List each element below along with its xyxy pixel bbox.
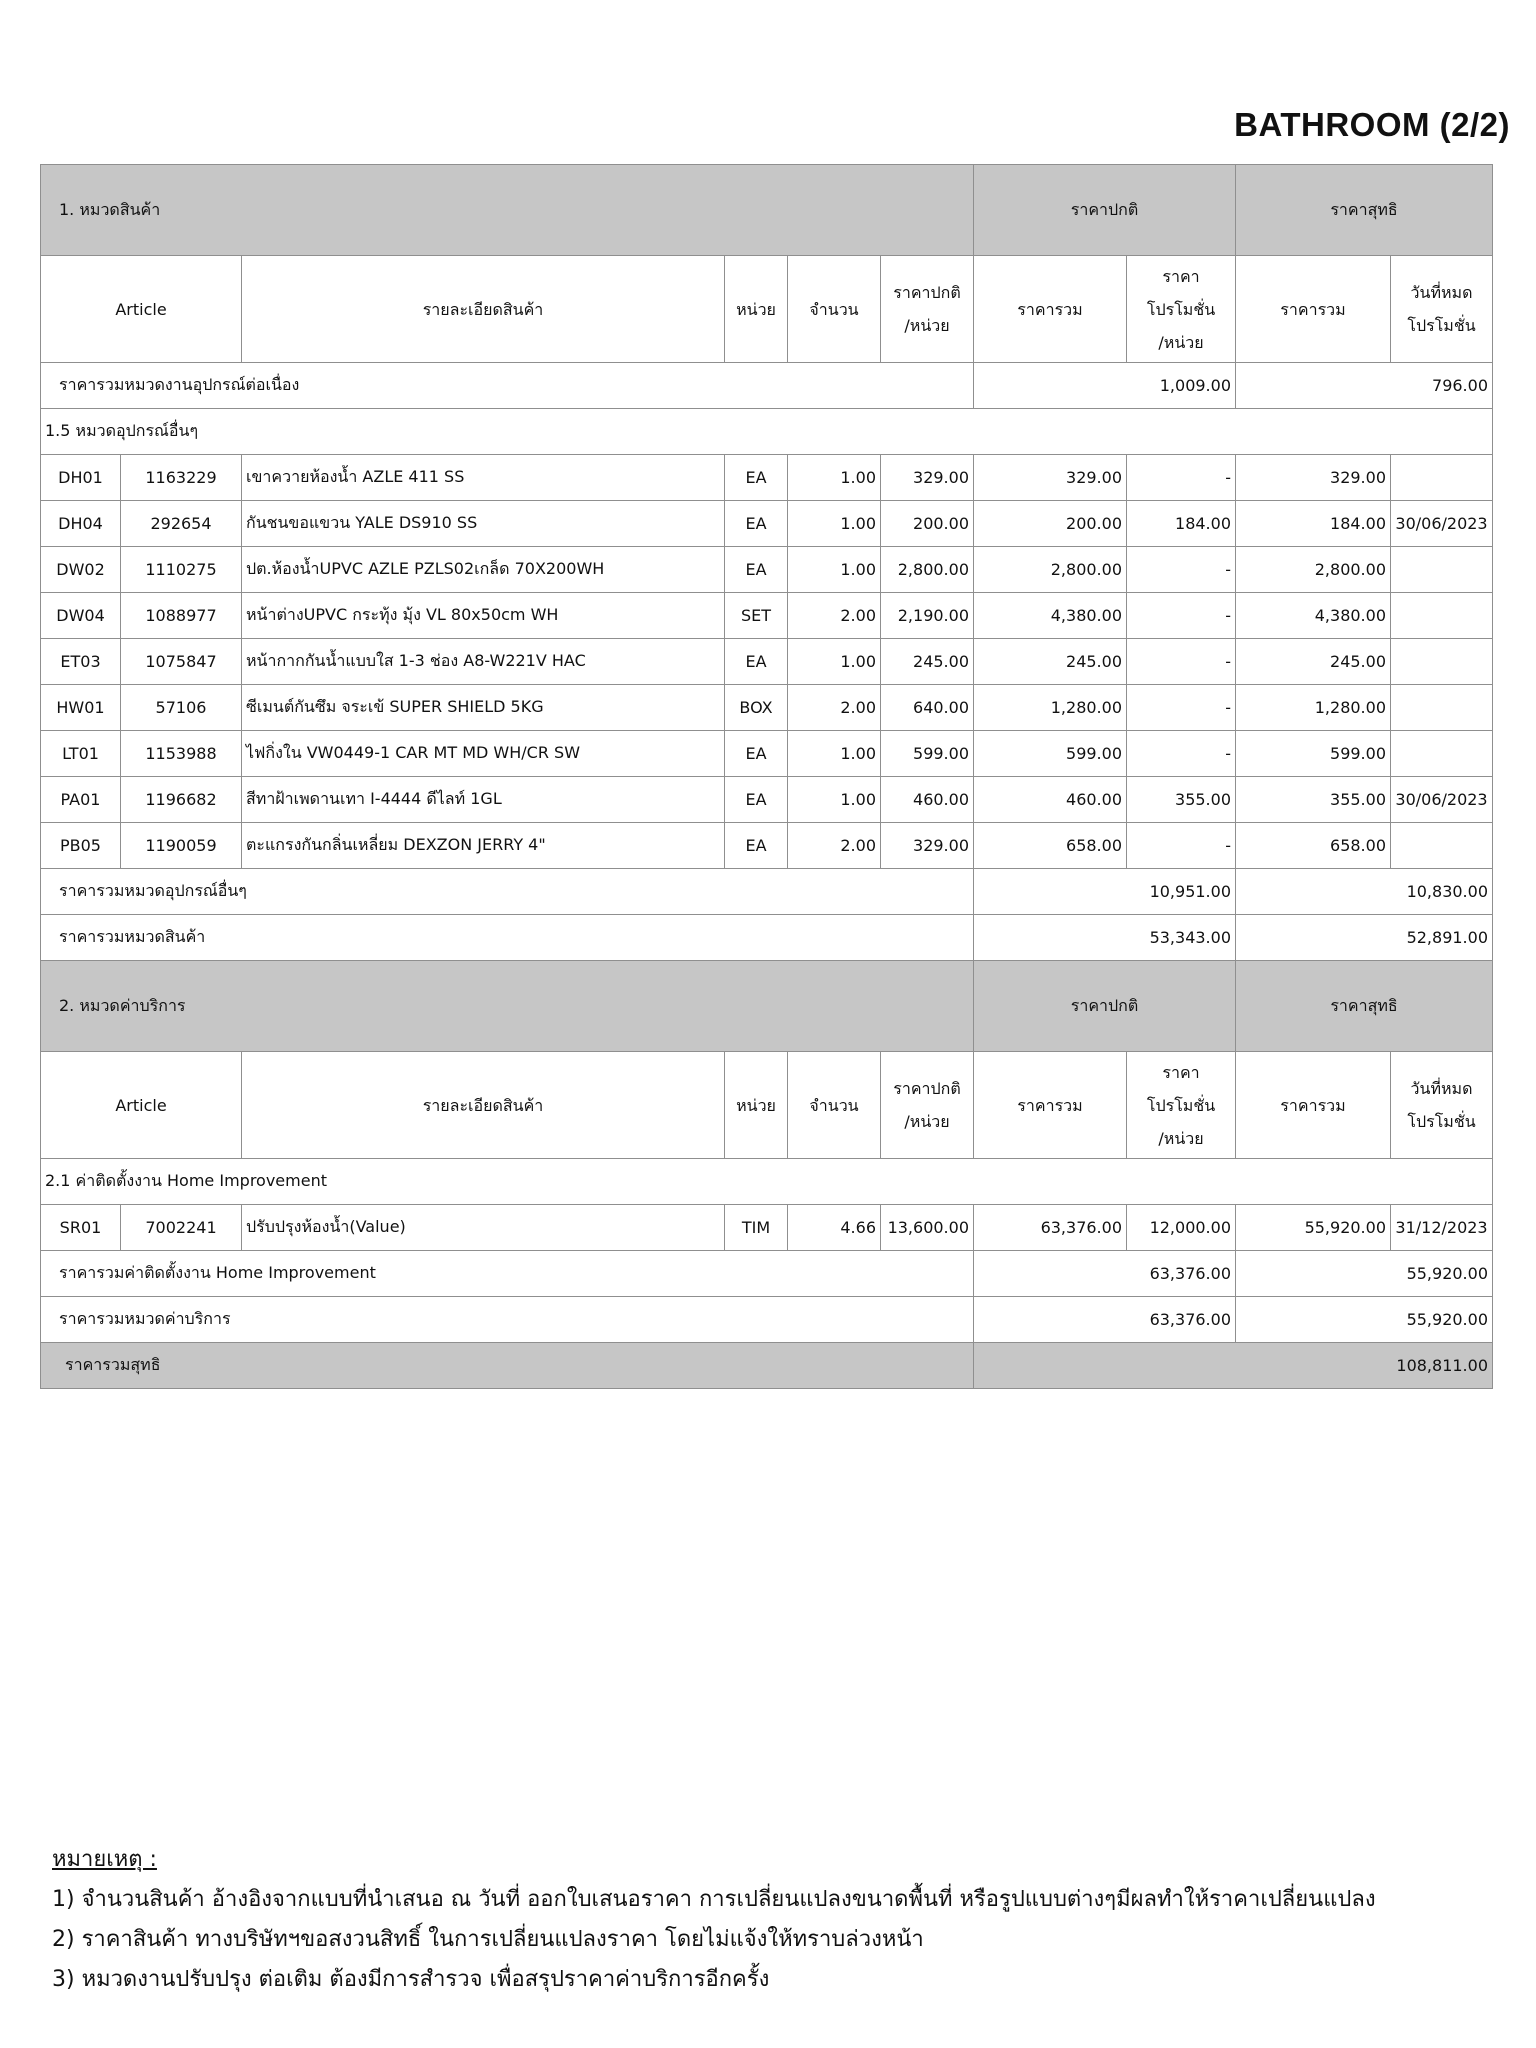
item-unit: EA (725, 547, 788, 593)
subtotal-net: 10,830.00 (1236, 869, 1493, 915)
subtotal-label: ราคารวมหมวดงานอุปกรณ์ต่อเนื่อง (41, 363, 974, 409)
section-title: 2. หมวดค่าบริการ (41, 961, 974, 1052)
column-header: รายละเอียดสินค้า (242, 1052, 725, 1159)
table-row (41, 501, 1493, 547)
table-row (41, 731, 1493, 777)
item-promo-price: - (1127, 639, 1236, 685)
column-header: รายละเอียดสินค้า (242, 256, 725, 363)
item-promo-end (1391, 639, 1493, 685)
subtotal-regular: 63,376.00 (974, 1251, 1236, 1297)
item-unit: EA (725, 455, 788, 501)
column-header: จำนวน (788, 1052, 881, 1159)
item-code: PB05 (41, 823, 121, 869)
item-sku: 292654 (121, 501, 242, 547)
column-header: หน่วย (725, 1052, 788, 1159)
item-promo-price: - (1127, 685, 1236, 731)
item-code: PA01 (41, 777, 121, 823)
subtotal-label: ราคารวมหมวดสินค้า (41, 915, 974, 961)
item-unit-price: 2,190.00 (881, 593, 974, 639)
item-qty: 4.66 (788, 1205, 881, 1251)
notes-heading: หมายเหตุ : (52, 1847, 157, 1872)
item-qty: 1.00 (788, 639, 881, 685)
header-line: ราคา (1162, 1062, 1200, 1082)
regular-price-header: ราคาปกติ (974, 961, 1236, 1052)
section-title: 1. หมวดสินค้า (41, 165, 974, 256)
item-promo-end: 30/06/2023 (1391, 777, 1493, 823)
column-header (1127, 256, 1236, 363)
item-promo-end (1391, 455, 1493, 501)
column-header: ราคารวม (1236, 256, 1391, 363)
item-promo-total: 599.00 (1236, 731, 1391, 777)
section-header (41, 961, 1493, 1052)
column-header (1127, 1052, 1236, 1159)
header-line: โปรโมชั่น (1407, 1112, 1476, 1131)
item-unit: EA (725, 639, 788, 685)
item-code: DH01 (41, 455, 121, 501)
item-unit-price: 329.00 (881, 455, 974, 501)
item-promo-end (1391, 593, 1493, 639)
table-row (41, 1205, 1493, 1251)
item-promo-price: - (1127, 593, 1236, 639)
item-total: 329.00 (974, 455, 1127, 501)
item-total: 200.00 (974, 501, 1127, 547)
column-header: Article (41, 256, 242, 363)
column-header (1391, 1052, 1493, 1159)
item-qty: 1.00 (788, 731, 881, 777)
item-promo-price: - (1127, 547, 1236, 593)
item-unit: EA (725, 731, 788, 777)
item-qty: 1.00 (788, 777, 881, 823)
item-qty: 1.00 (788, 501, 881, 547)
item-promo-total: 184.00 (1236, 501, 1391, 547)
item-promo-price: - (1127, 823, 1236, 869)
grand-total-row (41, 1343, 1493, 1389)
item-code: DW02 (41, 547, 121, 593)
item-unit: SET (725, 593, 788, 639)
item-promo-total: 355.00 (1236, 777, 1391, 823)
table-row (41, 823, 1493, 869)
item-promo-total: 55,920.00 (1236, 1205, 1391, 1251)
item-promo-end: 30/06/2023 (1391, 501, 1493, 547)
item-unit: EA (725, 777, 788, 823)
column-header (881, 256, 974, 363)
item-promo-end: 31/12/2023 (1391, 1205, 1493, 1251)
item-unit-price: 329.00 (881, 823, 974, 869)
item-sku: 1190059 (121, 823, 242, 869)
item-sku: 7002241 (121, 1205, 242, 1251)
column-header: หน่วย (725, 256, 788, 363)
item-description: หน้าต่างUPVC กระทุ้ง มุ้ง VL 80x50cm WH (242, 593, 725, 639)
grand-total-label: ราคารวมสุทธิ (41, 1343, 974, 1389)
table-row (41, 593, 1493, 639)
category-total-row (41, 915, 1493, 961)
item-qty: 1.00 (788, 455, 881, 501)
item-unit-price: 13,600.00 (881, 1205, 974, 1251)
item-total: 245.00 (974, 639, 1127, 685)
item-sku: 1110275 (121, 547, 242, 593)
header-line: /หน่วย (1158, 1128, 1204, 1148)
regular-price-header: ราคาปกติ (974, 165, 1236, 256)
item-sku: 1075847 (121, 639, 242, 685)
header-line: /หน่วย (1158, 332, 1204, 352)
item-total: 1,280.00 (974, 685, 1127, 731)
subtotal-label: ราคารวมหมวดอุปกรณ์อื่นๆ (41, 869, 974, 915)
item-total: 63,376.00 (974, 1205, 1127, 1251)
category-total-row (41, 1297, 1493, 1343)
notes (52, 1840, 1376, 2000)
item-qty: 1.00 (788, 547, 881, 593)
item-description: ปต.ห้องน้ำUPVC AZLE PZLS02เกล็ด 70X200WH (242, 547, 725, 593)
item-code: LT01 (41, 731, 121, 777)
header-line: วันที่หมด (1410, 283, 1473, 302)
grand-total-value: 108,811.00 (974, 1343, 1493, 1389)
item-description: กันชนขอแขวน YALE DS910 SS (242, 501, 725, 547)
table-row (41, 547, 1493, 593)
item-promo-end (1391, 685, 1493, 731)
item-promo-total: 4,380.00 (1236, 593, 1391, 639)
quotation-table (40, 164, 1493, 1389)
net-price-header: ราคาสุทธิ (1236, 961, 1493, 1052)
subtotal-net: 55,920.00 (1236, 1297, 1493, 1343)
item-sku: 57106 (121, 685, 242, 731)
subtotal-regular: 63,376.00 (974, 1297, 1236, 1343)
item-promo-price: 355.00 (1127, 777, 1236, 823)
item-code: DW04 (41, 593, 121, 639)
item-total: 658.00 (974, 823, 1127, 869)
column-header (1391, 256, 1493, 363)
item-unit-price: 2,800.00 (881, 547, 974, 593)
note-line: 1) จำนวนสินค้า อ้างอิงจากแบบที่นำเสนอ ณ วันที่ ออกใบเสนอราคา การเปลี่ยนแปลงขนาดพื้นที่ หรือรูปแบบต่างๆมีผลทำให้ราคาเปลี่ยนแปลง (52, 1887, 1376, 1912)
item-promo-total: 245.00 (1236, 639, 1391, 685)
column-header: ราคารวม (974, 1052, 1127, 1159)
item-sku: 1088977 (121, 593, 242, 639)
item-description: ซีเมนต์กันซึม จระเข้ SUPER SHIELD 5KG (242, 685, 725, 731)
item-description: หน้ากากกันน้ำแบบใส 1-3 ช่อง A8-W221V HAC (242, 639, 725, 685)
item-description: ตะแกรงกันกลิ่นเหลี่ยม DEXZON JERRY 4" (242, 823, 725, 869)
item-sku: 1196682 (121, 777, 242, 823)
header-line: ราคาปกติ (893, 1079, 961, 1098)
subtotal-label: ราคารวมค่าติดตั้งงาน Home Improvement (41, 1251, 974, 1297)
item-promo-price: 184.00 (1127, 501, 1236, 547)
item-promo-end (1391, 547, 1493, 593)
item-total: 599.00 (974, 731, 1127, 777)
item-promo-total: 2,800.00 (1236, 547, 1391, 593)
page-title: BATHROOM (2/2) (1234, 106, 1510, 143)
subtotal-label: ราคารวมหมวดค่าบริการ (41, 1297, 974, 1343)
item-description: ไฟกิ่งใน VW0449-1 CAR MT MD WH/CR SW (242, 731, 725, 777)
item-promo-price: 12,000.00 (1127, 1205, 1236, 1251)
subsection-title (41, 1159, 1493, 1205)
subtotal-regular: 53,343.00 (974, 915, 1236, 961)
item-total: 460.00 (974, 777, 1127, 823)
item-unit-price: 599.00 (881, 731, 974, 777)
net-price-header: ราคาสุทธิ (1236, 165, 1493, 256)
item-promo-total: 658.00 (1236, 823, 1391, 869)
header-line: โปรโมชั่น (1407, 316, 1476, 335)
item-description: สีทาฝ้าเพดานเทา I-4444 ดีไลท์ 1GL (242, 777, 725, 823)
item-promo-end (1391, 731, 1493, 777)
item-code: SR01 (41, 1205, 121, 1251)
note-line: 2) ราคาสินค้า ทางบริษัทฯขอสงวนสิทธิ์ ในการเปลี่ยนแปลงราคา โดยไม่แจ้งให้ทราบล่วงหน้า (52, 1927, 924, 1952)
table-row (41, 777, 1493, 823)
subtotal-row (41, 363, 1493, 409)
column-header: ราคารวม (1236, 1052, 1391, 1159)
subsection-title (41, 409, 1493, 455)
item-qty: 2.00 (788, 593, 881, 639)
subtotal-net: 796.00 (1236, 363, 1493, 409)
item-unit: TIM (725, 1205, 788, 1251)
item-promo-total: 1,280.00 (1236, 685, 1391, 731)
header-line: วันที่หมด (1410, 1079, 1473, 1098)
item-unit-price: 200.00 (881, 501, 974, 547)
column-header: Article (41, 1052, 242, 1159)
subtotal-regular: 10,951.00 (974, 869, 1236, 915)
item-total: 2,800.00 (974, 547, 1127, 593)
header-line: /หน่วย (904, 1112, 950, 1131)
item-promo-price: - (1127, 455, 1236, 501)
item-promo-total: 329.00 (1236, 455, 1391, 501)
item-unit: EA (725, 823, 788, 869)
column-header: จำนวน (788, 256, 881, 363)
item-unit-price: 245.00 (881, 639, 974, 685)
item-code: ET03 (41, 639, 121, 685)
subtotal-regular: 1,009.00 (974, 363, 1236, 409)
item-unit-price: 640.00 (881, 685, 974, 731)
item-unit: BOX (725, 685, 788, 731)
header-line: ราคาปกติ (893, 283, 961, 302)
item-qty: 2.00 (788, 685, 881, 731)
item-code: HW01 (41, 685, 121, 731)
header-line: ราคา (1162, 266, 1200, 286)
table-row (41, 639, 1493, 685)
item-promo-price: - (1127, 731, 1236, 777)
column-header (881, 1052, 974, 1159)
item-total: 4,380.00 (974, 593, 1127, 639)
item-code: DH04 (41, 501, 121, 547)
item-unit: EA (725, 501, 788, 547)
table-row (41, 455, 1493, 501)
column-header-row (41, 256, 1493, 363)
subtotal-row (41, 1251, 1493, 1297)
note-line: 3) หมวดงานปรับปรุง ต่อเติม ต้องมีการสำรวจ เพื่อสรุปราคาค่าบริการอีกครั้ง (52, 1967, 770, 1992)
subtotal-net: 52,891.00 (1236, 915, 1493, 961)
table-row (41, 685, 1493, 731)
item-promo-end (1391, 823, 1493, 869)
subsection-label: 1.5 หมวดอุปกรณ์อื่นๆ (41, 409, 1493, 455)
section-header (41, 165, 1493, 256)
item-description: ปรับปรุงห้องน้ำ(Value) (242, 1205, 725, 1251)
column-header: ราคารวม (974, 256, 1127, 363)
item-description: เขาควายห้องน้ำ AZLE 411 SS (242, 455, 725, 501)
item-qty: 2.00 (788, 823, 881, 869)
item-sku: 1153988 (121, 731, 242, 777)
header-line: /หน่วย (904, 316, 950, 335)
header-line: โปรโมชั่น (1146, 299, 1216, 319)
header-line: โปรโมชั่น (1146, 1095, 1216, 1115)
item-unit-price: 460.00 (881, 777, 974, 823)
subsection-label: 2.1 ค่าติดตั้งงาน Home Improvement (41, 1159, 1493, 1205)
item-sku: 1163229 (121, 455, 242, 501)
subtotal-row (41, 869, 1493, 915)
column-header-row (41, 1052, 1493, 1159)
subtotal-net: 55,920.00 (1236, 1251, 1493, 1297)
